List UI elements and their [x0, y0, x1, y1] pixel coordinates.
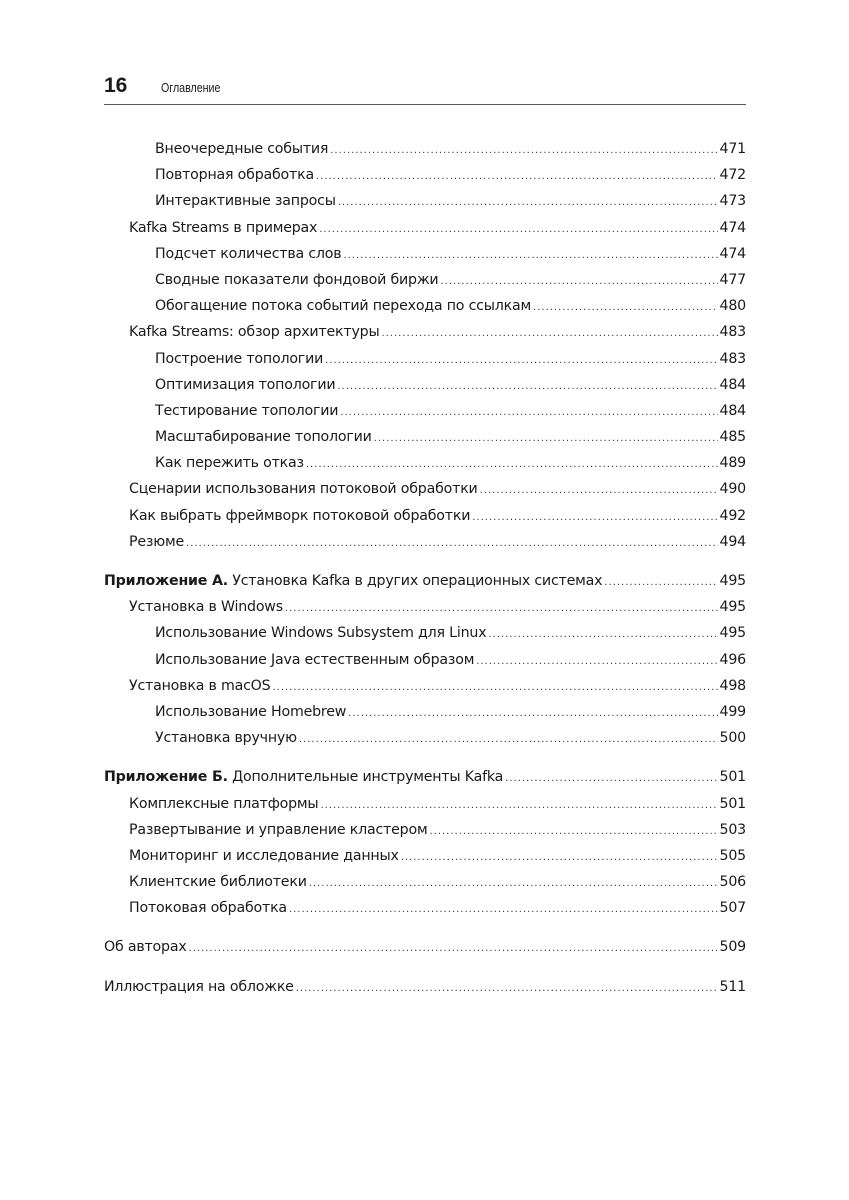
toc-entry-page: 474 [719, 219, 746, 236]
dot-leader [320, 800, 717, 811]
toc-entry-text: Повторная обработка [155, 167, 314, 184]
toc-entry-text: Установка Kafka в других операционных системах [232, 573, 603, 589]
toc-entry[interactable] [104, 534, 746, 560]
toc-entry-page: 506 [719, 874, 746, 891]
toc-entry-text: Комплексные платформы [129, 795, 319, 812]
toc-entry-title [129, 900, 287, 916]
toc-entry-page: 496 [719, 651, 746, 668]
toc-entry-page: 501 [719, 795, 746, 812]
toc-entry[interactable] [104, 730, 746, 756]
toc-group [104, 979, 746, 1005]
toc-entry[interactable] [104, 704, 746, 730]
toc-entry-text: Обогащение потока событий перехода по ссылкам [155, 298, 532, 315]
table-of-contents [104, 141, 746, 1005]
toc-entry-page: 511 [719, 978, 746, 995]
toc-entry[interactable] [104, 193, 746, 219]
dot-leader [296, 983, 718, 994]
toc-entry-page: 495 [719, 625, 746, 642]
toc-entry-title [129, 324, 379, 340]
toc-entry[interactable] [104, 246, 746, 272]
toc-entry-text: Установка в macOS [129, 677, 271, 694]
dot-leader [480, 485, 718, 496]
toc-entry-text: Подсчет количества слов [155, 245, 342, 262]
toc-entry-text: Развертывание и управление кластером [129, 821, 428, 838]
toc-entry-title [129, 822, 427, 838]
toc-entry-text: Внеочередные события [155, 141, 329, 157]
toc-entry-page: 480 [719, 298, 746, 315]
toc-entry[interactable] [104, 848, 746, 874]
toc-entry[interactable] [104, 141, 746, 167]
toc-entry[interactable] [104, 769, 746, 795]
toc-group [104, 573, 746, 756]
toc-entry-text: Потоковая обработка [129, 900, 287, 917]
toc-entry-page: 484 [719, 402, 746, 419]
toc-entry-page: 494 [719, 533, 746, 550]
toc-entry[interactable] [104, 377, 746, 403]
toc-entry-text: Тестирование топологии [155, 402, 339, 419]
toc-entry-text: Резюме [129, 533, 185, 550]
toc-entry-title [155, 167, 314, 183]
toc-entry[interactable] [104, 220, 746, 246]
dot-leader [440, 276, 717, 287]
toc-entry[interactable] [104, 508, 746, 534]
dot-leader [476, 656, 717, 667]
toc-entry-page: 473 [719, 193, 746, 210]
toc-entry-text: Мониторинг и исследование данных [129, 847, 399, 864]
dot-leader [272, 682, 717, 693]
dot-leader [604, 577, 717, 588]
toc-entry-text: Оптимизация топологии [155, 376, 336, 393]
toc-entry-title [155, 141, 328, 157]
toc-entry-page: 505 [719, 847, 746, 864]
toc-entry[interactable] [104, 874, 746, 900]
dot-leader [533, 302, 717, 313]
toc-entry-text: Интерактивные запросы [155, 193, 336, 210]
running-title: Оглавление [161, 80, 221, 95]
toc-entry-title [155, 377, 335, 393]
appendix-label: Приложение А. [104, 573, 228, 589]
toc-entry[interactable] [104, 403, 746, 429]
dot-leader [285, 603, 718, 614]
dot-leader [299, 734, 718, 745]
dot-leader [319, 224, 717, 235]
toc-entry-title [155, 429, 372, 445]
toc-entry-title [129, 534, 184, 550]
toc-entry-title [129, 678, 270, 694]
dot-leader [316, 171, 718, 182]
dot-leader [338, 197, 718, 208]
toc-entry-title [129, 848, 399, 864]
appendix-label: Приложение Б. [104, 769, 228, 786]
dot-leader [472, 512, 717, 523]
toc-entry-title [104, 769, 503, 785]
toc-entry[interactable] [104, 167, 746, 193]
toc-entry-page: 495 [719, 573, 746, 589]
toc-entry-title [155, 625, 486, 641]
toc-entry[interactable] [104, 324, 746, 350]
toc-entry-title [129, 481, 478, 497]
toc-entry[interactable] [104, 429, 746, 455]
toc-entry-page: 474 [719, 245, 746, 262]
toc-entry-text: Использование Java естественным образом [155, 651, 475, 668]
toc-entry-title [155, 193, 336, 209]
toc-entry[interactable] [104, 573, 746, 599]
toc-entry-title [129, 220, 317, 236]
toc-entry[interactable] [104, 272, 746, 298]
dot-leader [337, 381, 717, 392]
toc-entry-page: 490 [719, 481, 746, 498]
toc-entry-title [155, 351, 323, 367]
dot-leader [189, 943, 718, 954]
dot-leader [505, 773, 717, 784]
toc-entry-title [155, 652, 474, 668]
toc-entry[interactable] [104, 599, 746, 625]
toc-entry-text: Как пережить отказ [155, 455, 304, 472]
dot-leader [306, 459, 718, 470]
toc-entry[interactable] [104, 351, 746, 377]
toc-group [104, 939, 746, 965]
dot-leader [325, 355, 717, 366]
toc-entry-title [129, 599, 283, 615]
toc-entry-title [155, 246, 341, 262]
toc-entry-text: Масштабирование топологии [155, 429, 372, 446]
toc-entry-text: Установка вручную [155, 730, 297, 747]
toc-entry-page: 498 [719, 677, 746, 694]
dot-leader [309, 878, 718, 889]
toc-entry-title [155, 272, 438, 288]
toc-entry-page: 501 [719, 769, 746, 786]
dot-leader [401, 852, 718, 863]
toc-entry-page: 484 [719, 376, 746, 393]
toc-entry-title [155, 730, 297, 746]
toc-entry-text: Построение топологии [155, 350, 324, 367]
toc-entry-text: Kafka Streams в примерах [129, 219, 318, 236]
toc-entry[interactable] [104, 939, 746, 965]
toc-entry-page: 477 [719, 271, 746, 288]
toc-entry-page: 472 [719, 167, 746, 184]
toc-entry-page: 499 [719, 703, 746, 720]
toc-entry-title [129, 796, 318, 812]
dot-leader [343, 250, 717, 261]
toc-entry-title [155, 704, 346, 720]
toc-entry[interactable] [104, 900, 746, 926]
running-header [104, 74, 746, 105]
toc-entry-page: 492 [719, 507, 746, 524]
toc-entry-page: 485 [719, 429, 746, 446]
toc-entry-text: Иллюстрация на обложке [104, 978, 294, 995]
toc-entry[interactable] [104, 678, 746, 704]
toc-entry[interactable] [104, 481, 746, 507]
toc-group [104, 769, 746, 926]
toc-entry-page: 483 [719, 350, 746, 367]
toc-entry-text: Использование Homebrew [155, 703, 347, 720]
toc-entry-page: 471 [719, 141, 746, 157]
dot-leader [186, 538, 718, 549]
toc-entry-page: 509 [719, 939, 746, 956]
toc-entry[interactable] [104, 796, 746, 822]
toc-entry-page: 495 [719, 599, 746, 616]
dot-leader [374, 433, 718, 444]
toc-entry-text: Клиентские библиотеки [129, 874, 307, 891]
toc-entry-title [155, 455, 304, 471]
toc-entry[interactable] [104, 455, 746, 481]
toc-entry-title [155, 298, 531, 314]
toc-group [104, 141, 746, 560]
toc-entry-text: Сводные показатели фондовой биржи [155, 271, 439, 288]
toc-entry-page: 503 [719, 821, 746, 838]
toc-entry[interactable] [104, 625, 746, 651]
toc-entry-page: 507 [719, 900, 746, 917]
dot-leader [429, 826, 717, 837]
toc-entry-title [104, 939, 187, 955]
page-number: 16 [104, 74, 128, 97]
toc-entry-title [155, 403, 338, 419]
toc-entry-text: Об авторах [104, 939, 187, 956]
toc-entry-page: 489 [719, 455, 746, 472]
toc-entry-text: Сценарии использования потоковой обработки [129, 481, 478, 498]
dot-leader [289, 904, 718, 915]
toc-entry-title [104, 573, 602, 589]
dot-leader [488, 629, 717, 640]
toc-entry-title [129, 874, 307, 890]
toc-entry-text: Использование Windows Subsystem для Linux [155, 625, 487, 642]
toc-entry[interactable] [104, 979, 746, 1005]
toc-entry-text: Дополнительные инструменты Kafka [232, 769, 504, 786]
toc-entry-text: Kafka Streams: обзор архитектуры [129, 324, 380, 341]
dot-leader [348, 708, 717, 719]
toc-entry[interactable] [104, 652, 746, 678]
toc-entry-title [104, 979, 294, 995]
toc-entry[interactable] [104, 298, 746, 324]
toc-entry[interactable] [104, 822, 746, 848]
dot-leader [340, 407, 717, 418]
toc-entry-page: 500 [719, 730, 746, 747]
toc-entry-title [129, 508, 470, 524]
toc-entry-text: Установка в Windows [129, 599, 283, 616]
toc-entry-text: Как выбрать фреймворк потоковой обработки [129, 507, 471, 524]
toc-entry-page: 483 [719, 324, 746, 341]
dot-leader [381, 328, 717, 339]
dot-leader [330, 145, 717, 156]
